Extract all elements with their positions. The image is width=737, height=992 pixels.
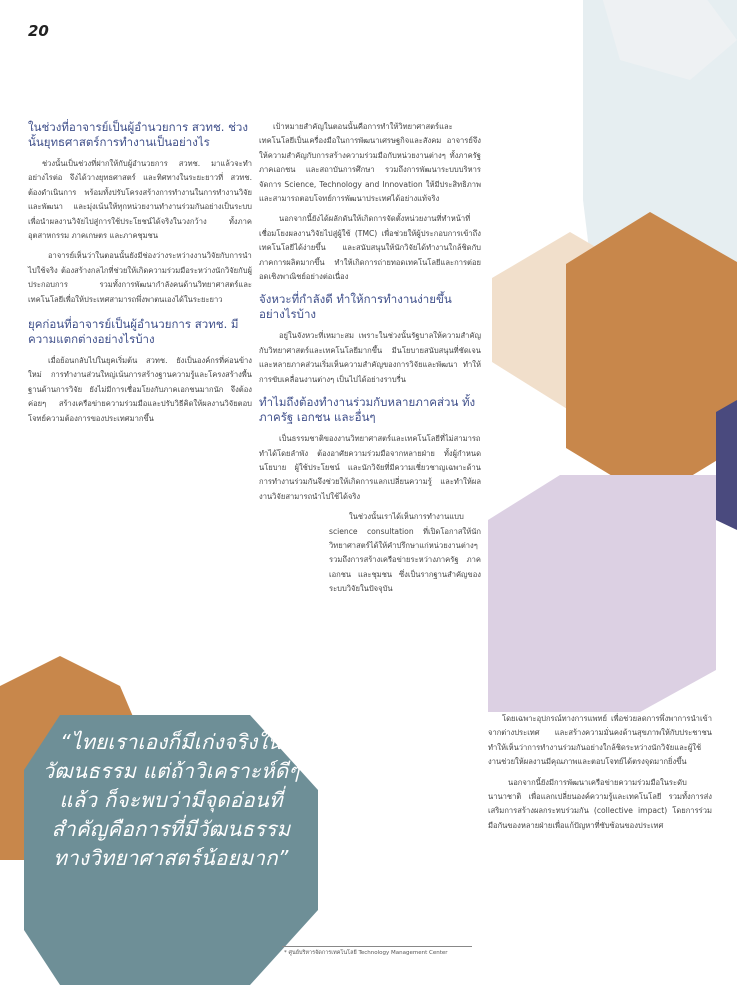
orange-hexagon xyxy=(566,212,737,500)
pull-quote: “ไทยเราเองก็มีเก่งจริงในวัฒนธรรม แต่ถ้าวิเคราะห์ดีๆ แล้ว ก็จะพบว่ามีจุดอ่อนที่สำคัญคือการที่มีวัฒนธรรมทางวิทยาศาสตร์น้อยมาก” xyxy=(42,730,300,870)
section-heading: ทำไมถึงต้องทำงานร่วมกับหลายภาคส่วน ทั้งภาครัฐ เอกชน และอื่นๆ xyxy=(259,395,476,424)
paragraph: โดยเฉพาะอุปกรณ์ทางการแพทย์ เพื่อช่วยลดการพึ่งพาการนำเข้าจากต่างประเทศ และสร้างความมั่นคงด้านสุขภาพให้กับประชาชน ทำให้เห็นว่าการทำงานร่วมกันอย่างใกล้ชิดระหว่างนักวิจัยและผู้ใช้งานช่วยให้ผลงานมีคุณภาพและตอบโจทย์ได้ตรงจุดมากยิ่งขึ้น xyxy=(488,714,712,767)
paragraph: เป็นธรรมชาติของงานวิทยาศาสตร์และเทคโนโลยีที่ไม่สามารถทำได้โดยลำพัง ต้องอาศัยความร่วมมือจากหลายฝ่าย ทั้งผู้กำหนดนโยบาย ผู้ใช้ประโยชน์ และนักวิจัยที่มีความเชี่ยวชาญเฉพาะด้าน การทำงานร่วมกันจึงช่วยให้เกิดการแลกเปลี่ยนความรู้ และทำให้ผลงานวิจัยสามารถนำไปใช้ได้จริง xyxy=(259,434,481,501)
section-heading: ในช่วงที่อาจารย์เป็นผู้อำนวยการ สวทช. ช่วงนั้นยุทธศาสตร์การทำงานเป็นอย่างไร xyxy=(28,120,248,149)
paragraph: นอกจากนี้ยังมีการพัฒนาเครือข่ายความร่วมมือในระดับนานาชาติ เพื่อแลกเปลี่ยนองค์ความรู้และเทคโนโลยี รวมทั้งการส่งเสริมการสร้างผลกระทบร่วมกัน (collective impact) โดยการร่วมมือกันของหลายฝ่ายเพื่อแก้ปัญหาที่ซับซ้อนของประเทศ xyxy=(488,777,712,830)
navy-hexagon-edge xyxy=(716,400,737,530)
footnote: * ศูนย์บริหารจัดการเทคโนโลยี Technology Management Center xyxy=(284,950,448,956)
paragraph: อาจารย์เห็นว่าในตอนนั้นยังมีช่องว่างระหว่างงานวิจัยกับการนำไปใช้จริง ต้องสร้างกลไกที่ช่วยให้เกิดความร่วมมือระหว่างนักวิจัยกับผู้ประกอบการ รวมทั้งการพัฒนากำลังคนด้านวิทยาศาสตร์และเทคโนโลยีเพื่อให้ประเทศสามารถพึ่งพาตนเองได้ในระยะยาว xyxy=(28,251,252,304)
footnote-divider xyxy=(282,946,472,947)
paragraph: นอกจากนี้ยังได้ผลักดันให้เกิดการจัดตั้งหน่วยงานที่ทำหน้าที่เชื่อมโยงผลงานวิจัยไปสู่ผู้ใช้ (TMC) เพื่อช่วยให้ผู้ประกอบการเข้าถึงเทคโนโลยีได้ง่ายขึ้น และสนับสนุนให้นักวิจัยได้ทำงานใกล้ชิดกับภาคการผลิตมากขึ้น ทำให้เกิดการถ่ายทอดเทคโนโลยีและการต่อยอดเชิงพาณิชย์อย่างต่อเนื่อง xyxy=(259,214,481,282)
paragraph: เมื่อย้อนกลับไปในยุคเริ่มต้น สวทช. ยังเป็นองค์กรที่ค่อนข้างใหม่ การทำงานส่วนใหญ่เน้นการสร้างฐานความรู้และโครงสร้างพื้นฐานด้านการวิจัย ยังไม่มีการเชื่อมโยงกับภาคเอกชนมากนัก จึงต้องค่อยๆ สร้างเครือข่ายความร่วมมือและปรับวิธีคิดให้ผลงานวิจัยตอบโจทย์ความต้องการของประเทศมากขึ้น xyxy=(28,356,252,423)
paragraph: อยู่ในจังหวะที่เหมาะสม เพราะในช่วงนั้นรัฐบาลให้ความสำคัญกับวิทยาศาสตร์และเทคโนโลยีมากขึ้น มีนโยบายสนับสนุนที่ชัดเจน และหลายภาคส่วนเริ่มเห็นความสำคัญของการวิจัยและพัฒนา ทำให้การขับเคลื่อนงานต่างๆ เป็นไปได้อย่างราบรื่น xyxy=(259,331,481,384)
paragraph: เป้าหมายสำคัญในตอนนั้นคือการทำให้วิทยาศาสตร์และเทคโนโลยีเป็นเครื่องมือในการพัฒนาเศรษฐกิจและสังคม อาจารย์จึงให้ความสำคัญกับการสร้างความร่วมมือกับหน่วยงานต่างๆ ทั้งภาครัฐ ภาคเอกชน และสถาบันการศึกษา รวมถึงการพัฒนาระบบบริหารจัดการ Science, Technology and Innovation ให้มีประสิทธิภาพ และสามารถตอบโจทย์การพัฒนาประเทศได้อย่างแท้จริง xyxy=(259,122,481,204)
middle-column xyxy=(259,120,481,603)
lavender-hexagon xyxy=(488,475,716,712)
section-heading: ยุคก่อนที่อาจารย์เป็นผู้อำนวยการ สวทช. มีความแตกต่างอย่างไรบ้าง xyxy=(28,317,239,346)
section-heading: จังหวะที่กำลังดี ทำให้การทำงานง่ายขึ้นอย่างไรบ้าง xyxy=(259,292,452,321)
right-column xyxy=(488,712,712,839)
paragraph: ช่วงนั้นเป็นช่วงที่ฝากให้กับผู้อำนวยการ สวทช. มาแล้วจะทำอย่างไรต่อ จึงได้วางยุทธศาสตร์ และทิศทางในระยะยาวที่ สวทช. ต้องดำเนินการ พร้อมทั้งปรับโครงสร้างการทำงานในการทำงานวิจัยและพัฒนา และมุ่งเน้นให้ทุกหน่วยงานทำงานร่วมกันอย่างเป็นระบบ เพื่อนำผลงานวิจัยไปสู่การใช้ประโยชน์ได้จริงในวงกว้าง ทั้งภาคอุตสาหกรรม ภาคเกษตร และภาคชุมชน xyxy=(28,159,252,241)
page-number: 20 xyxy=(28,22,49,40)
left-column xyxy=(28,120,252,432)
paragraph: ในช่วงนั้นเราได้เห็นการทำงานแบบ science consultation ที่เปิดโอกาสให้นักวิทยาศาสตร์ได้ให้คำปรึกษาแก่หน่วยงานต่างๆ รวมถึงการสร้างเครือข่ายระหว่างภาครัฐ ภาคเอกชน และชุมชน ซึ่งเป็นรากฐานสำคัญของระบบวิจัยในปัจจุบัน xyxy=(329,512,481,594)
